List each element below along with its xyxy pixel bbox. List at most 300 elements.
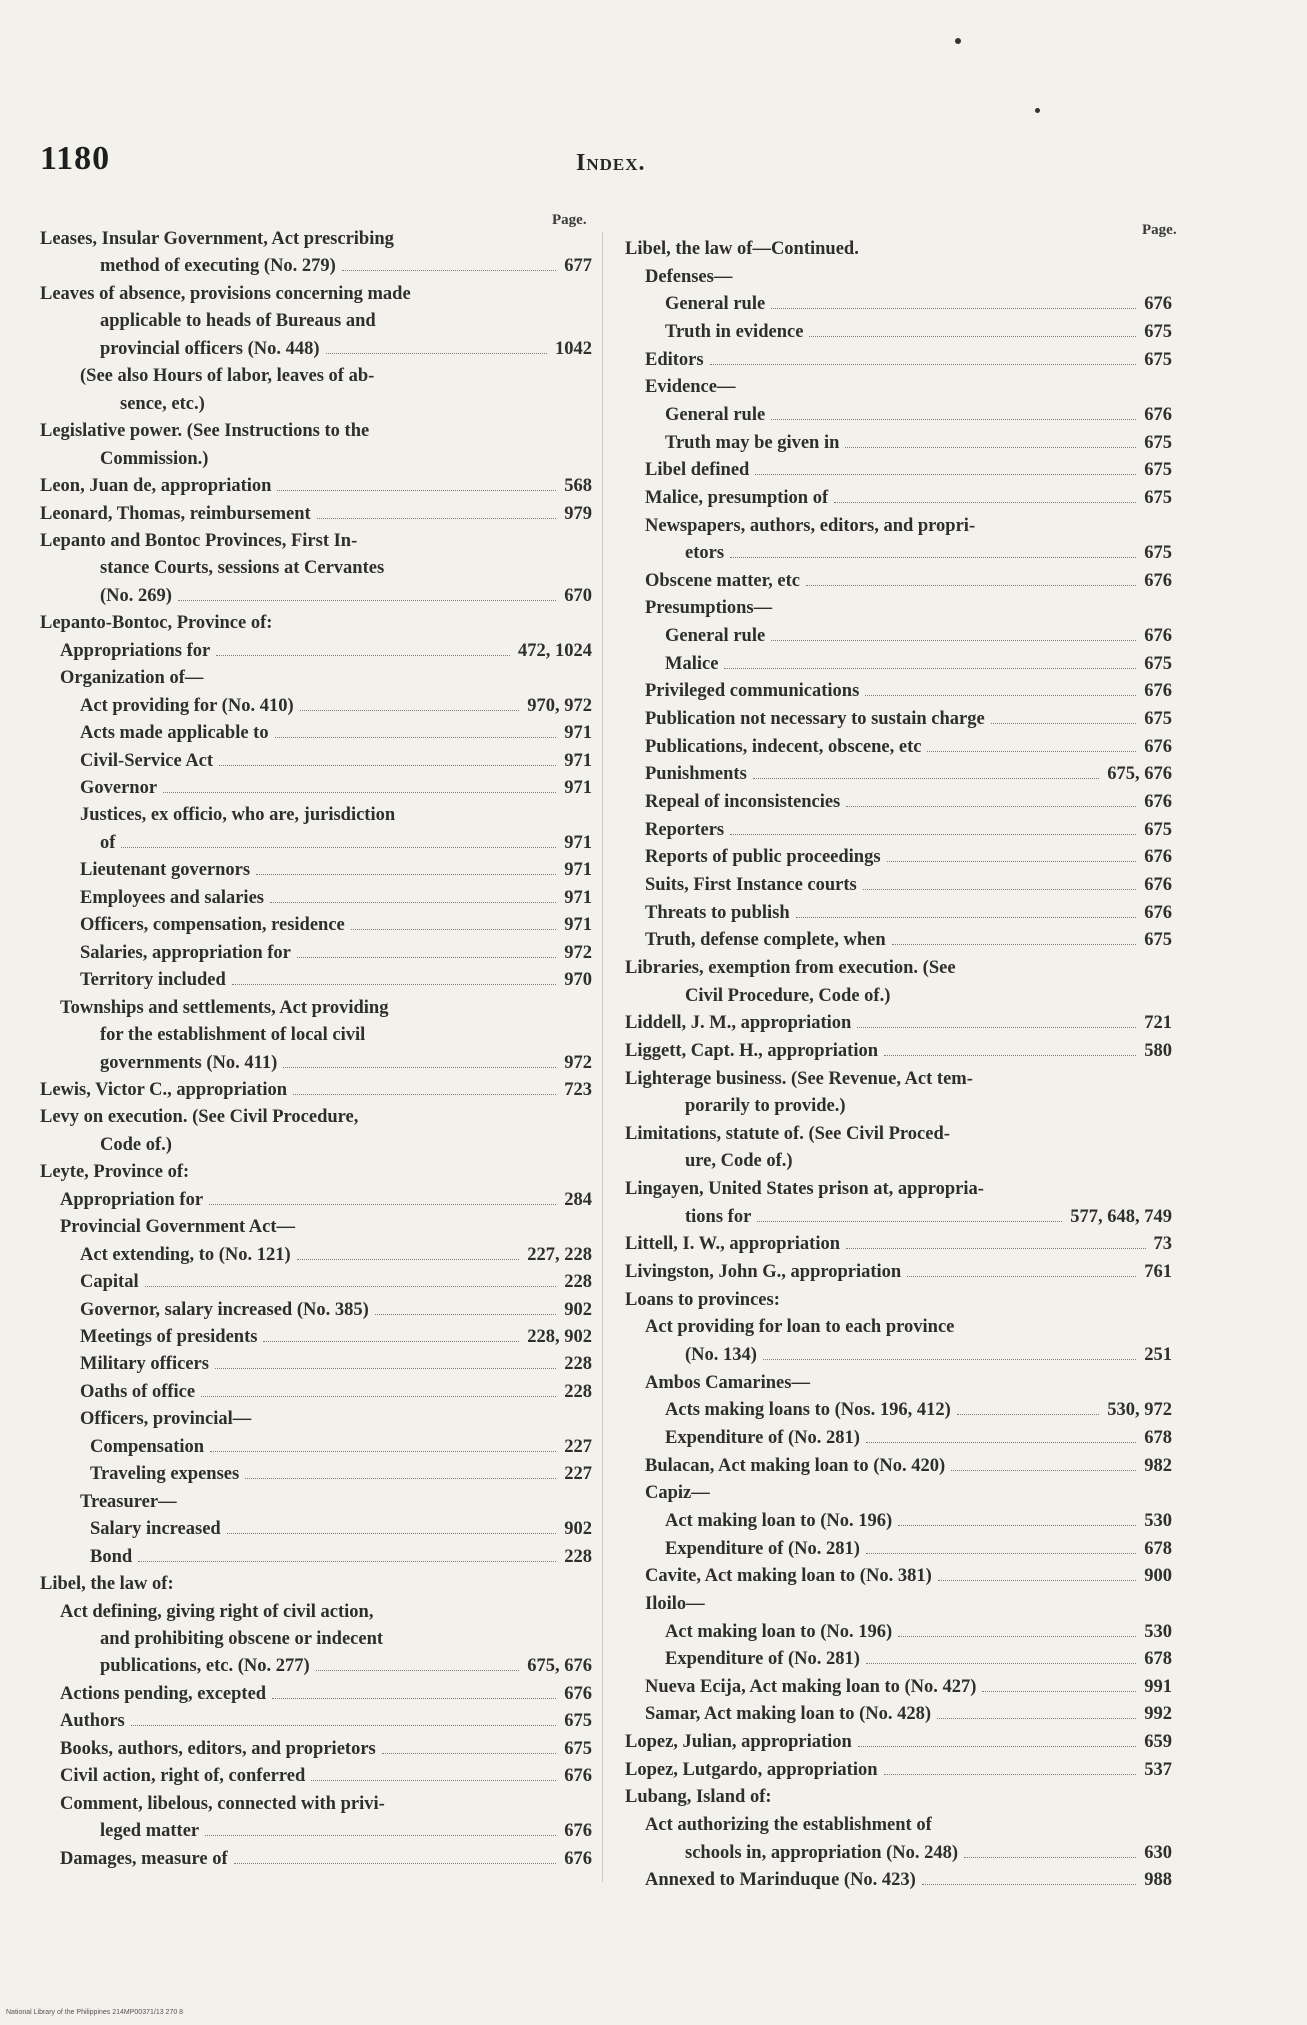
dot-leader <box>857 1027 1136 1028</box>
index-line <box>645 1563 1172 1589</box>
dot-leader <box>293 1094 556 1095</box>
index-line <box>80 363 374 389</box>
index-line <box>685 1093 846 1119</box>
dot-leader <box>730 557 1136 558</box>
index-entry-page: 227 <box>564 1436 592 1457</box>
index-entry-page: 73 <box>1153 1234 1172 1255</box>
index-entry-text: Leonard, Thomas, reimbursement <box>40 503 311 524</box>
index-entry-text: General rule <box>665 404 766 425</box>
index-entry-text: for the establishment of local civil <box>100 1025 366 1046</box>
index-entry-page: 982 <box>1144 1455 1172 1476</box>
index-line <box>645 872 1172 898</box>
index-entry-text: Defenses— <box>645 266 733 287</box>
index-entry-page: 675, 676 <box>1107 764 1172 785</box>
index-line <box>625 1757 1172 1783</box>
dot-leader <box>887 861 1137 862</box>
index-line <box>40 418 369 444</box>
index-line <box>645 1370 810 1396</box>
index-line <box>645 485 1172 511</box>
index-line <box>60 665 203 691</box>
index-entry-page: 472, 1024 <box>518 640 592 661</box>
index-line <box>645 1480 710 1506</box>
dot-leader <box>763 1359 1136 1360</box>
index-entry-page: 721 <box>1144 1013 1172 1034</box>
index-entry-page: 568 <box>564 476 592 497</box>
index-line <box>645 1674 1172 1700</box>
index-entry-text: Appropriations for <box>60 640 211 661</box>
index-entry-text: Loans to provinces: <box>625 1289 780 1310</box>
index-line <box>645 789 1172 815</box>
dot-leader <box>275 737 557 738</box>
index-line <box>80 857 592 883</box>
index-line <box>645 844 1172 870</box>
index-entry-text: Acts making loans to (Nos. 196, 412) <box>665 1400 951 1421</box>
dot-leader <box>382 1753 557 1754</box>
index-entry-page: 227 <box>564 1464 592 1485</box>
index-line <box>80 940 592 966</box>
index-line <box>100 555 384 581</box>
index-entry-page: 971 <box>564 723 592 744</box>
index-entry-text: (No. 134) <box>685 1345 757 1365</box>
dot-leader <box>178 600 556 601</box>
index-entry-text: Presumptions— <box>645 598 773 619</box>
index-entry-text: Littell, I. W., appropriation <box>625 1234 841 1255</box>
dot-leader <box>865 695 1136 696</box>
index-entry-text: Publication not necessary to sustain charge <box>645 709 985 730</box>
index-entry-page: 676 <box>564 1766 592 1787</box>
dot-leader <box>138 1561 556 1562</box>
index-line <box>100 336 592 362</box>
dot-leader <box>710 364 1137 365</box>
index-entry-text: and prohibiting obscene or indecent <box>100 1628 384 1649</box>
index-entry-text: Justices, ex officio, who are, jurisdiction <box>80 805 396 826</box>
index-line <box>645 568 1172 594</box>
index-entry-text: Reports of public proceedings <box>645 847 881 868</box>
index-entry-text: Libel defined <box>645 460 750 481</box>
index-entry-text: Act providing for loan to each province <box>645 1317 955 1338</box>
index-entry-page: 675, 676 <box>527 1656 592 1677</box>
index-entry-text: Territory included <box>80 970 226 991</box>
index-entry-page: 676 <box>1144 902 1172 923</box>
index-entry-page: 676 <box>1144 570 1172 591</box>
index-line <box>665 402 1172 428</box>
index-line <box>80 802 395 828</box>
index-entry-text: Iloilo— <box>645 1593 705 1614</box>
dot-leader <box>131 1725 556 1726</box>
index-line <box>80 775 592 801</box>
index-entry-page: 988 <box>1144 1870 1172 1891</box>
index-line <box>665 623 1172 649</box>
dot-leader <box>326 353 547 354</box>
index-entry-text: Truth in evidence <box>665 321 804 342</box>
index-entry-page: 678 <box>1144 1538 1172 1559</box>
column-divider <box>602 232 603 1882</box>
dot-leader <box>145 1286 557 1287</box>
index-line <box>665 1619 1172 1645</box>
index-line <box>80 912 592 938</box>
index-entry-text: Evidence— <box>645 377 736 398</box>
index-entry-page: 676 <box>1144 294 1172 315</box>
index-entry-text: tions for <box>685 1206 752 1227</box>
dot-leader <box>316 1670 520 1671</box>
index-entry-text: Liggett, Capt. H., appropriation <box>625 1040 879 1061</box>
dot-leader <box>283 1067 556 1068</box>
index-entry-text: method of executing (No. 279) <box>100 256 336 277</box>
index-entry-page: 902 <box>564 1519 592 1540</box>
index-entry-text: Salary increased <box>90 1519 221 1540</box>
index-entry-text: Act authorizing the establishment of <box>645 1815 932 1836</box>
index-entry-text: Expenditure of (No. 281) <box>665 1649 860 1670</box>
dot-leader <box>806 585 1136 586</box>
index-entry-text: of <box>100 832 116 853</box>
dot-leader <box>846 806 1136 807</box>
index-entry-text: Lepanto-Bontoc, Province of: <box>40 613 273 634</box>
index-line <box>625 1784 772 1810</box>
index-line <box>80 1379 592 1405</box>
dot-leader <box>771 640 1136 641</box>
index-entry-text: Lopez, Julian, appropriation <box>625 1732 852 1753</box>
index-line <box>60 1214 295 1240</box>
index-line <box>100 1818 592 1844</box>
dot-leader <box>809 336 1136 337</box>
dot-leader <box>209 1204 556 1205</box>
index-entry-text: Civil Procedure, Code of.) <box>685 985 891 1006</box>
index-entry-page: 900 <box>1144 1566 1172 1587</box>
index-entry-text: General rule <box>665 294 766 315</box>
index-entry-page: 675 <box>1144 653 1172 674</box>
index-line <box>60 1763 592 1789</box>
dot-leader <box>937 1718 1136 1719</box>
scan-footer: National Library of the Philippines 214MP00371/13 270 8 <box>6 2009 184 2016</box>
dot-leader <box>219 765 556 766</box>
index-entry-text: Authors <box>60 1711 125 1732</box>
dot-leader <box>351 929 556 930</box>
index-entry-page: 902 <box>564 1299 592 1320</box>
index-line <box>625 1287 780 1313</box>
index-entry-text: Libel, the law of: <box>40 1574 174 1595</box>
index-entry-text: Books, authors, editors, and proprietors <box>60 1738 376 1759</box>
dot-leader <box>892 944 1137 945</box>
index-line <box>625 1231 1172 1257</box>
dot-leader <box>991 723 1137 724</box>
index-line <box>90 1461 592 1487</box>
index-line <box>645 513 975 539</box>
index-line <box>665 1508 1172 1534</box>
index-entry-text: applicable to heads of Bureaus and <box>100 311 376 332</box>
index-entry-text: provincial officers (No. 448) <box>100 338 320 359</box>
index-entry-page: 530 <box>1144 1510 1172 1531</box>
dot-leader <box>866 1663 1136 1664</box>
dot-leader <box>863 889 1137 890</box>
dot-leader <box>834 502 1136 503</box>
index-entry-page: 979 <box>564 503 592 524</box>
index-entry-text: Comment, libelous, connected with privi- <box>60 1793 385 1814</box>
dot-leader <box>982 1691 1136 1692</box>
index-entry-text: Lewis, Victor C., appropriation <box>40 1079 288 1100</box>
index-entry-page: 530, 972 <box>1107 1400 1172 1421</box>
index-line <box>645 734 1172 760</box>
dot-leader <box>317 518 557 519</box>
index-entry-page: 228 <box>564 1272 592 1293</box>
index-entry-text: schools in, appropriation (No. 248) <box>685 1842 959 1863</box>
index-entry-page: 228, 902 <box>527 1327 592 1347</box>
index-entry-text: Punishments <box>645 764 747 785</box>
index-entry-text: Provincial Government Act— <box>60 1217 295 1238</box>
index-entry-page: 971 <box>564 860 592 881</box>
dot-leader <box>753 778 1099 779</box>
index-line <box>90 1544 592 1570</box>
index-line <box>625 1729 1172 1755</box>
index-line <box>40 281 411 307</box>
index-entry-text: porarily to provide.) <box>685 1096 846 1117</box>
index-line <box>40 1104 358 1130</box>
index-entry-text: Treasurer— <box>80 1491 177 1512</box>
index-entry-page: 675 <box>1144 709 1172 730</box>
index-entry-text: Act defining, giving right of civil action, <box>60 1601 374 1622</box>
index-line <box>645 347 1172 373</box>
index-line <box>645 457 1172 483</box>
index-entry-text: Actions pending, excepted <box>60 1683 267 1704</box>
index-line <box>625 1066 973 1092</box>
dot-leader <box>771 308 1136 309</box>
index-entry-text: Civil-Service Act <box>80 750 214 771</box>
index-entry-page: 676 <box>1144 404 1172 425</box>
index-line <box>40 1159 189 1185</box>
index-entry-text: Salaries, appropriation for <box>80 942 291 963</box>
dot-leader <box>884 1055 1136 1056</box>
index-entry-text: Governor <box>80 778 158 798</box>
index-line <box>685 540 1172 566</box>
index-entry-text: Cavite, Act making loan to (No. 381) <box>645 1566 932 1587</box>
index-line <box>645 761 1172 787</box>
index-line <box>80 967 592 993</box>
dot-leader <box>898 1525 1136 1526</box>
index-entry-text: Lopez, Lutgardo, appropriation <box>625 1759 878 1780</box>
index-entry-text: publications, etc. (No. 277) <box>100 1656 310 1677</box>
index-entry-page: 970, 972 <box>527 695 592 716</box>
index-entry-page: 675 <box>564 1738 592 1759</box>
index-line <box>60 995 388 1021</box>
index-line <box>685 1148 793 1174</box>
index-line <box>645 1701 1172 1727</box>
index-line <box>60 1708 592 1734</box>
running-head: Index. <box>576 150 646 176</box>
index-line <box>80 1406 251 1432</box>
index-line <box>665 1646 1172 1672</box>
index-entry-text: Libraries, exemption from execution. (See <box>625 957 956 978</box>
index-entry-text: Suits, First Instance courts <box>645 874 857 895</box>
index-line <box>100 1022 365 1048</box>
index-entry-text: Employees and salaries <box>80 887 264 908</box>
dot-leader <box>232 984 556 985</box>
index-line <box>625 1259 1172 1285</box>
index-line <box>120 391 205 417</box>
dot-leader <box>245 1478 556 1479</box>
dot-leader <box>205 1835 556 1836</box>
dot-leader <box>866 1442 1136 1443</box>
index-entry-text: General rule <box>665 626 766 647</box>
dot-leader <box>846 1248 1145 1249</box>
index-entry-text: Libel, the law of—Continued. <box>625 239 859 259</box>
dot-leader <box>256 874 556 875</box>
index-entry-text: Act providing for (No. 410) <box>80 695 294 716</box>
right-page-column-label: Page. <box>1142 222 1177 238</box>
index-entry-text: Bulacan, Act making loan to (No. 420) <box>645 1455 946 1476</box>
index-entry-page: 676 <box>1144 792 1172 812</box>
index-entry-page: 675 <box>1144 460 1172 481</box>
index-entry-text: Meetings of presidents <box>80 1327 258 1347</box>
index-entry-page: 676 <box>564 1821 592 1842</box>
index-line <box>40 610 272 636</box>
index-entry-text: Malice, presumption of <box>645 487 829 508</box>
index-entry-text: sence, etc.) <box>120 393 205 414</box>
index-line <box>645 1867 1172 1893</box>
dot-leader <box>234 1863 557 1864</box>
index-entry-text: Editors <box>645 349 704 370</box>
index-entry-text: Obscene matter, etc <box>645 570 800 591</box>
index-line <box>645 264 732 290</box>
index-entry-page: 761 <box>1144 1262 1172 1283</box>
index-line <box>625 1176 984 1202</box>
dot-leader <box>730 834 1136 835</box>
index-line <box>80 1489 177 1515</box>
dot-leader <box>216 655 510 656</box>
index-entry-text: Bond <box>90 1546 133 1567</box>
index-line <box>645 1812 932 1838</box>
index-entry-text: Leon, Juan de, appropriation <box>40 476 272 497</box>
index-line <box>80 1297 592 1323</box>
index-entry-text: Privileged communications <box>645 681 860 702</box>
index-entry-page: 537 <box>1144 1759 1172 1780</box>
dot-leader <box>121 847 556 848</box>
index-line <box>100 583 592 609</box>
index-entry-page: 971 <box>564 915 592 936</box>
index-entry-text: Leaves of absence, provisions concerning made <box>40 283 411 304</box>
index-line <box>40 226 394 252</box>
index-line <box>625 1010 1172 1036</box>
index-line <box>645 1591 705 1617</box>
index-entry-text: Organization of— <box>60 668 204 689</box>
index-entry-text: Lubang, Island of: <box>625 1787 772 1808</box>
index-line <box>80 1324 592 1350</box>
index-line <box>665 1397 1172 1423</box>
index-entry-text: Code of.) <box>100 1134 172 1155</box>
index-line <box>60 1736 592 1762</box>
index-entry-page: 675 <box>1144 349 1172 370</box>
dot-leader <box>375 1314 556 1315</box>
index-entry-page: 970 <box>564 970 592 991</box>
index-entry-text: stance Courts, sessions at Cervantes <box>100 558 385 579</box>
index-entry-text: Townships and settlements, Act providing <box>60 997 389 1018</box>
index-entry-text: Levy on execution. (See Civil Procedure, <box>40 1107 359 1128</box>
index-entry-text: Leyte, Province of: <box>40 1162 190 1183</box>
index-entry-text: Threats to publish <box>645 902 790 923</box>
dot-leader <box>796 917 1137 918</box>
index-line <box>60 1846 592 1872</box>
index-entry-page: 228 <box>564 1381 592 1402</box>
index-line <box>645 1314 954 1340</box>
index-entry-text: Legislative power. (See Instructions to the <box>40 421 370 442</box>
index-entry-page: 971 <box>564 778 592 798</box>
dot-leader <box>163 792 556 793</box>
index-line <box>80 1242 592 1268</box>
index-line <box>645 374 735 400</box>
index-line <box>40 528 357 554</box>
index-entry-text: Damages, measure of <box>60 1848 228 1869</box>
index-line <box>625 236 859 262</box>
index-entry-text: Livingston, John G., appropriation <box>625 1262 902 1283</box>
index-line <box>80 693 592 719</box>
dot-leader <box>907 1276 1136 1277</box>
index-line <box>625 1038 1172 1064</box>
index-entry-page: 723 <box>564 1079 592 1100</box>
index-line <box>40 501 592 527</box>
index-entry-page: 577, 648, 749 <box>1070 1206 1172 1227</box>
dot-leader <box>957 1414 1100 1415</box>
index-line <box>645 595 772 621</box>
index-line <box>100 446 208 472</box>
index-line <box>665 291 1172 317</box>
index-entry-page: 251 <box>1144 1345 1172 1365</box>
index-entry-page: 676 <box>564 1848 592 1869</box>
index-line <box>645 678 1172 704</box>
index-line <box>625 1121 950 1147</box>
index-entry-text: Limitations, statute of. (See Civil Proced- <box>625 1123 950 1144</box>
index-entry-page: 675 <box>1144 819 1172 840</box>
index-entry-page: 992 <box>1144 1704 1172 1725</box>
dot-leader <box>297 1259 520 1260</box>
index-entry-text: Acts made applicable to <box>80 723 269 744</box>
index-entry-page: 228 <box>564 1354 592 1375</box>
index-entry-text: leged matter <box>100 1821 200 1842</box>
dot-leader <box>757 1221 1062 1222</box>
index-line <box>80 1269 592 1295</box>
index-line <box>645 817 1172 843</box>
index-entry-page: 675 <box>1144 432 1172 453</box>
index-line <box>685 1204 1172 1230</box>
index-entry-page: 678 <box>1144 1427 1172 1448</box>
dot-leader <box>272 1698 556 1699</box>
index-line <box>665 430 1172 456</box>
index-line <box>60 1599 373 1625</box>
index-entry-text: Malice <box>665 653 719 674</box>
index-entry-text: Liddell, J. M., appropriation <box>625 1013 852 1034</box>
index-entry-page: 678 <box>1144 1649 1172 1670</box>
index-entry-page: 675 <box>1144 543 1172 564</box>
index-entry-page: 228 <box>564 1546 592 1567</box>
index-entry-page: 677 <box>564 256 592 277</box>
index-entry-text: Officers, provincial— <box>80 1409 252 1430</box>
index-entry-page: 670 <box>564 585 592 606</box>
dot-leader <box>227 1533 557 1534</box>
dot-leader <box>342 270 556 271</box>
index-entry-text: Military officers <box>80 1354 209 1375</box>
index-line <box>645 1453 1172 1479</box>
index-entry-text: Traveling expenses <box>90 1464 240 1485</box>
index-line <box>100 1653 592 1679</box>
index-entry-text: Ambos Camarines— <box>645 1372 810 1393</box>
index-entry-page: 971 <box>564 832 592 853</box>
index-entry-text: Act making loan to (No. 196) <box>665 1621 893 1642</box>
dot-leader <box>263 1341 519 1342</box>
index-entry-text: (See also Hours of labor, leaves of ab- <box>80 366 375 387</box>
index-line <box>100 253 592 279</box>
left-page-column-label: Page. <box>552 212 587 228</box>
index-entry-page: 630 <box>1144 1842 1172 1863</box>
index-entry-text: Act making loan to (No. 196) <box>665 1510 893 1531</box>
index-entry-page: 676 <box>1144 874 1172 895</box>
index-line <box>100 308 376 334</box>
